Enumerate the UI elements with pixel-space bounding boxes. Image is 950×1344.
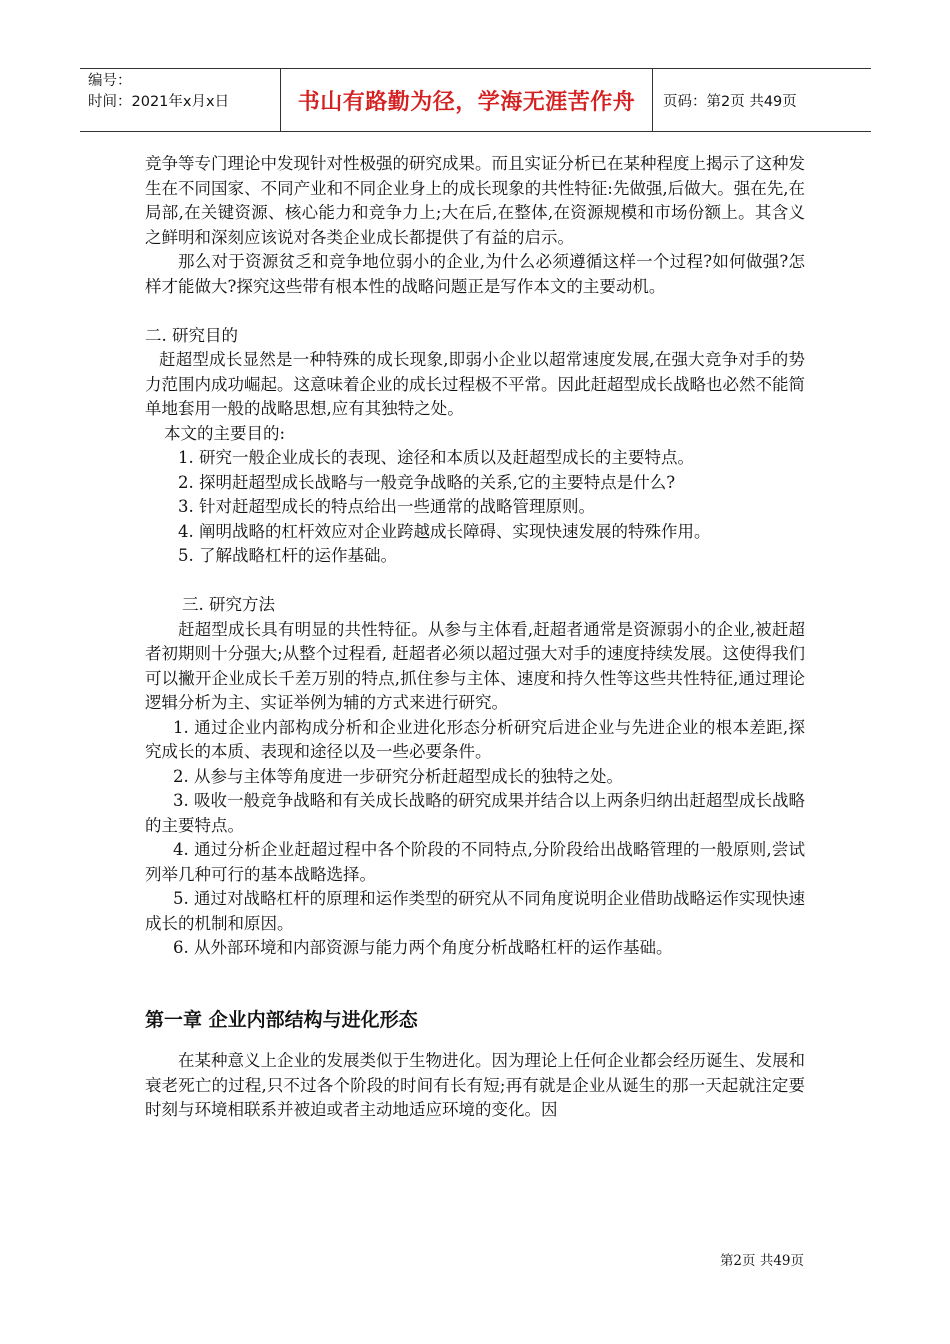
section-heading: 三. 研究方法 (182, 595, 275, 614)
list-item: 4. 通过分析企业赶超过程中各个阶段的不同特点,分阶段给出战略管理的一般原则,尝试列举几种可行的基本战略选择。 (145, 840, 805, 884)
page-footer: 第2页 共49页 (719, 1253, 804, 1269)
list-item: 3. 吸收一般竞争战略和有关成长战略的研究成果并结合以上两条归纳出赶超型成长战略的主要特点。 (145, 791, 805, 835)
list-item: 5. 了解战略杠杆的运作基础。 (178, 546, 397, 565)
paragraph: 在某种意义上企业的发展类似于生物进化。因为理论上任何企业都会经历诞生、发展和衰老死亡的过程,只不过各个阶段的时间有长有短;再有就是企业从诞生的那一天起就注定要时刻与环境相联系并被迫或者主动地适应环境的变化。因 (145, 1051, 805, 1119)
page-header (80, 68, 871, 132)
header-meta (80, 69, 281, 131)
paragraph: 竞争等专门理论中发现针对性极强的研究成果。而且实证分析已在某种程度上揭示了这种发生在不同国家、不同产业和不同企业身上的成长现象的共性特征:先做强,后做大。强在先,在局部,在关键资源、核心能力和竞争力上;大在后,在整体,在资源规模和市场份额上。其含义之鲜明和深刻应该说对各类企业成长都提供了有益的启示。 (145, 154, 805, 247)
list-item: 1. 通过企业内部构成分析和企业进化形态分析研究后进企业与先进企业的根本差距,探究成长的本质、表现和途径以及一些必要条件。 (145, 717, 805, 761)
paragraph: 赶超型成长显然是一种特殊的成长现象,即弱小企业以超常速度发展,在强大竞争对手的势力范围内成功崛起。这意味着企业的成长过程极不平常。因此赶超型成长战略也必然不能简单地套用一般的战略思想,应有其独特之处。 (145, 350, 805, 418)
header-page-label: 页码：第2页 共49页 (663, 93, 797, 110)
paragraph: 赶超型成长具有明显的共性特征。从参与主体看,赶超者通常是资源弱小的企业,被赶超者初期则十分强大;从整个过程看, 赶超者必须以超过强大对手的速度持续发展。这使得我们可以撇开企业成长千差万别的特点,抓住参与主体、速度和持久性等这些共性特征,通过理论逻辑分析为主、实证举例为辅的方式来进行研究。 (145, 619, 805, 712)
document-body (145, 152, 805, 1123)
goals-intro: 本文的主要目的: (164, 423, 286, 443)
list-item: 3. 针对赶超型成长的特点给出一些通常的战略管理原则。 (178, 497, 595, 516)
chapter-title: 第一章 企业内部结构与进化形态 (145, 1009, 418, 1031)
paragraph: 那么对于资源贫乏和竞争地位弱小的企业,为什么必须遵循这样一个过程?如何做强?怎样才能做大?探究这些带有根本性的战略问题正是写作本文的主要动机。 (145, 252, 805, 296)
list-item: 4. 阐明战略的杠杆效应对企业跨越成长障碍、实现快速发展的特殊作用。 (178, 521, 711, 541)
list-item: 2. 从参与主体等角度进一步研究分析赶超型成长的独特之处。 (173, 766, 623, 786)
list-item: 5. 通过对战略杠杆的原理和运作类型的研究从不同角度说明企业借助战略运作实现快速成长的机制和原因。 (145, 889, 805, 933)
header-motto: 书山有路勤为径，学海无涯苦作舟 (281, 69, 653, 131)
header-number-label: 编号： (88, 73, 132, 89)
header-date-label: 时间：2021年x月x日 (88, 94, 230, 110)
list-item: 2. 探明赶超型成长战略与一般竞争战略的关系,它的主要特点是什么? (178, 472, 676, 492)
section-heading: 二. 研究目的 (145, 325, 238, 345)
list-item: 6. 从外部环境和内部资源与能力两个角度分析战略杠杆的运作基础。 (173, 938, 673, 957)
list-item: 1. 研究一般企业成长的表现、途径和本质以及赶超型成长的主要特点。 (178, 448, 694, 467)
